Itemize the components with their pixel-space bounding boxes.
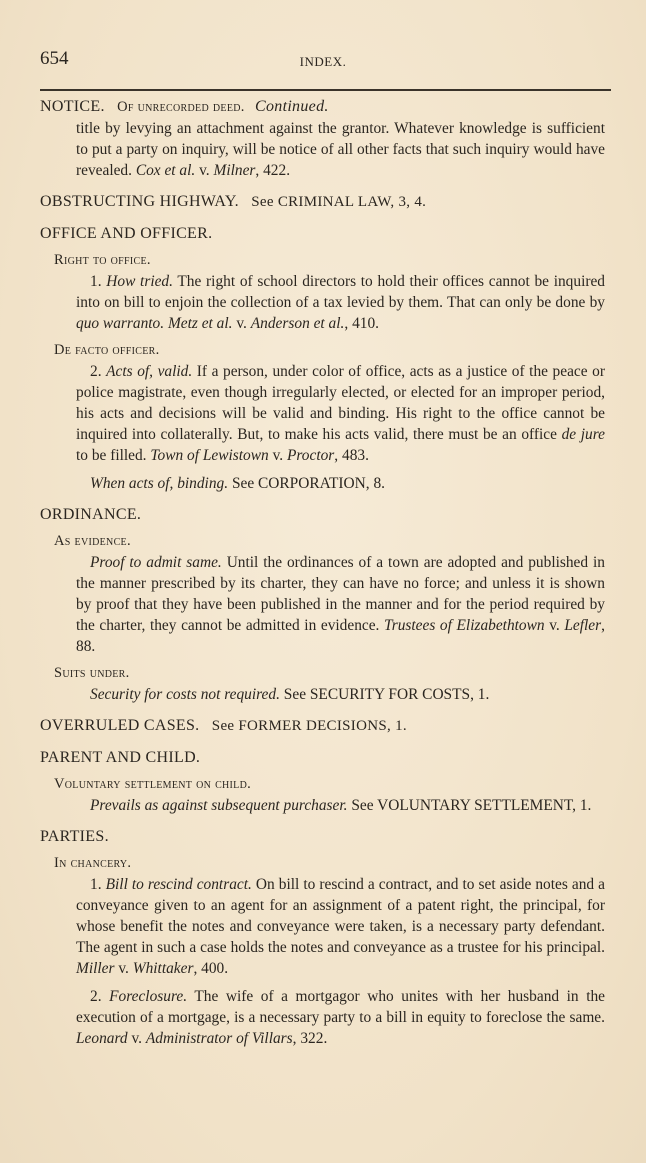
header-rule <box>40 89 611 91</box>
item-title: Bill to rescind contract. <box>105 876 252 893</box>
case-party: Cox et al. <box>135 162 196 179</box>
paragraph-text: Until the ordinances of a town are adopted and published in the manner prescribed by its charter, they can have no force; and unless it is shown by proof that they have been published in the manner and for the period required by the charter, they cannot be admitted in evidence. <box>76 554 605 634</box>
heading-text: OBSTRUCTING HIGHWAY. <box>40 193 239 210</box>
paragraph-text: On bill to rescind a contract, and to set aside notes and a conveyance given to an agent for an assignment of a patent right, the principal, for whose benefit the notes and conveyance were taken, is a necessary party defendant. The agent in such a case holds the notes and conveyance as a trustee for his principal. <box>76 876 605 956</box>
entry-heading-ordinance <box>40 504 605 525</box>
case-party: Anderson et al. <box>250 315 345 332</box>
entry-paragraph <box>76 684 605 705</box>
entry-heading-overruled-cases <box>40 715 605 737</box>
entry-paragraph <box>76 361 605 466</box>
case-page: , 483. <box>334 447 369 464</box>
item-title: Proof to admit same. <box>90 554 222 571</box>
header-title: INDEX. <box>299 54 347 69</box>
case-party: Metz et al. <box>167 315 233 332</box>
heading-text: OVERRULED CASES. <box>40 717 200 734</box>
page-number: 654 <box>40 48 69 69</box>
entry-paragraph <box>76 986 605 1049</box>
entry-paragraph <box>76 874 605 979</box>
subheading-suits-under: Suits under. <box>54 665 130 681</box>
item-number: 1. <box>90 876 102 893</box>
versus: v. <box>199 162 210 179</box>
heading-text: OFFICE AND OFFICER. <box>40 225 213 242</box>
cross-reference: See VOLUNTARY SETTLEMENT, 1. <box>351 797 592 814</box>
entry-heading-office-and-officer <box>40 223 605 244</box>
case-page: , 400. <box>193 960 229 977</box>
item-number: 2. <box>90 363 102 380</box>
cross-reference: See SECURITY FOR COSTS, 1. <box>283 686 490 703</box>
versus: v. <box>272 447 284 464</box>
case-party: Miller <box>76 960 115 977</box>
cross-reference: See CORPORATION, 8. <box>231 475 385 492</box>
item-title: Prevails as against subsequent purchaser. <box>90 797 348 814</box>
paragraph-text: The right of school directors to hold their offices cannot be inquired into on bill to enjoin the collection of a tax levied by them. That can only be done by <box>76 273 605 311</box>
case-page: , 410. <box>344 315 380 332</box>
latin-term: de jure <box>561 426 605 443</box>
heading-text: PARTIES. <box>40 828 109 845</box>
versus: v. <box>549 617 560 634</box>
item-title: Security for costs not required. <box>90 686 280 703</box>
entry-heading-obstructing-highway <box>40 191 605 213</box>
heading-text: ORDINANCE. <box>40 506 142 523</box>
entry-paragraph <box>76 118 605 181</box>
versus: v. <box>236 315 247 332</box>
paragraph-text: to be filled. <box>76 447 147 464</box>
running-head <box>40 48 606 72</box>
case-party: Trustees of Elizabethtown <box>384 617 545 634</box>
case-party: Administrator of Villars <box>145 1030 293 1047</box>
heading-text: PARENT AND CHILD. <box>40 749 201 766</box>
versus: v. <box>118 960 129 977</box>
item-title: Acts of, valid. <box>106 363 193 380</box>
cross-reference: See FORMER DECISIONS, 1. <box>211 718 407 734</box>
entry-heading-notice <box>40 96 605 118</box>
subheading-right-to-office: Right to office. <box>54 252 151 268</box>
item-title: How tried. <box>106 273 173 290</box>
case-page: , 422. <box>255 162 291 179</box>
entry-paragraph <box>76 473 605 494</box>
subheading-as-evidence: As evidence. <box>54 533 131 549</box>
entry-paragraph <box>76 271 605 334</box>
case-party: Proctor <box>286 447 335 464</box>
item-title: When acts of, binding. <box>90 475 229 492</box>
entry-paragraph <box>76 552 605 657</box>
heading-text: NOTICE. <box>40 98 105 115</box>
item-title: Foreclosure. <box>109 988 188 1005</box>
case-page: , 322. <box>292 1030 328 1047</box>
paragraph-text: title by levying an attachment against the grantor. Whatever knowledge is sufficient to put a party on inquiry, will be notice of all other facts that such inquiry would have revealed. <box>76 120 605 179</box>
cross-reference: See CRIMINAL LAW, 3, 4. <box>251 194 427 210</box>
latin-term: quo warranto. <box>76 315 165 332</box>
paragraph-text: If a person, under color of office, acts as a justice of the peace or police magistrate, even though irregularly elected, or elected for an improper period, his acts and decisions will be valid and binding. His right to the office cannot be inquired into collaterally. But, to make his acts valid, there must be an office <box>76 363 605 443</box>
subheading-voluntary-settlement: Voluntary settlement on child. <box>54 776 252 792</box>
subheading-text: Of unrecorded deed. <box>117 99 245 115</box>
case-party: Lefler <box>564 617 602 634</box>
subheading-in-chancery: In chancery. <box>54 855 132 871</box>
entry-heading-parties <box>40 826 605 847</box>
subheading-de-facto-officer: De facto officer. <box>54 342 160 358</box>
paragraph-text: The wife of a mortgagor who unites with her husband in the execution of a mortgage, is a necessary party to a bill in equity to foreclose the same. <box>76 988 605 1026</box>
case-party: Leonard <box>76 1030 128 1047</box>
index-content <box>40 96 605 1049</box>
case-party: Milner <box>213 162 256 179</box>
case-party: Town of Lewistown <box>150 447 269 464</box>
entry-paragraph <box>76 795 605 816</box>
case-party: Whittaker <box>132 960 194 977</box>
item-number: 2. <box>90 988 102 1005</box>
case-page: , 88. <box>76 617 605 655</box>
continued-label: Continued. <box>255 98 329 115</box>
entry-heading-parent-and-child <box>40 747 605 768</box>
item-number: 1. <box>90 273 102 290</box>
versus: v. <box>131 1030 142 1047</box>
